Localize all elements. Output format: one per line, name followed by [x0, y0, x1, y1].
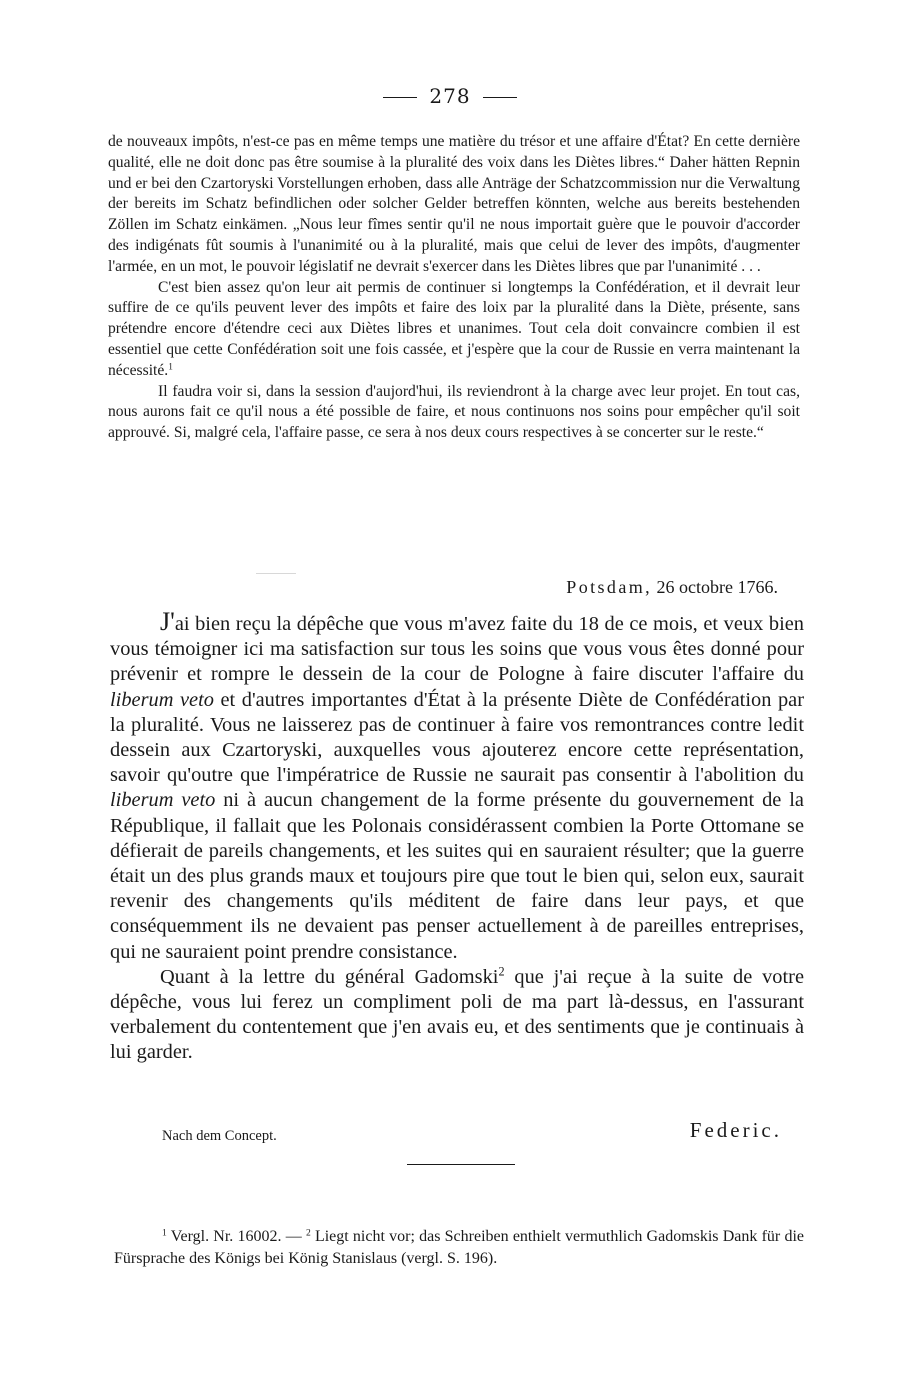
dateline-place: Potsdam,	[566, 577, 653, 597]
footnote-rule	[407, 1164, 515, 1165]
dateline	[566, 577, 778, 598]
footnote-2-text: Liegt nicht vor; das Schreiben enthielt vermuthlich Gadomskis Dank für die Fürsprache des Königs bei König Stanislaus (vergl. S. 196).	[114, 1228, 805, 1267]
letter-paragraph-1-part-c: ni à aucun changement de la forme présente du gouvernement de la République, il fallait que les Polonais considérassent combien la Porte Ottomane se défierait de pareils changements, et les suites qui en sauraient résulter; que la guerre était un des plus grands maux et toujours pire que tout le bien qui, selon eux, saurait revenir des changements qu'ils méditent de faire dans leur pays, et que conséquemment ils ne devaient pas penser actuellement à de pareilles entreprises, qui ne sauraient point prendre consistance.	[110, 789, 804, 963]
faint-separator	[256, 573, 296, 574]
latin-term-2: liberum veto	[110, 789, 216, 812]
quoted-paragraph-1: de nouveaux impôts, n'est-ce pas en même temps une matière du trésor et une affaire d'État? En cette dernière qualité, elle ne doit donc pas être soumise à la pluralité des voix dans les Diètes libres.“ Daher hätten Repnin und er bei den Czartoryski Vorstellungen erhoben, dass alle Anträge der Schatzcommission nur die Verwaltung der bereits im Schatz befindlichen oder solcher Gelder betreffen könnten, welche aus bereits bestehenden Zöllen im Schatz einkämen. „Nous leur fîmes sentir qu'il ne nous importait guère que le pouvoir d'accorder des indigénats fût soumis à l'unanimité ou à la pluralité, mais que celui de lever des impôts, d'augmenter l'armée, en un mot, le pouvoir législatif ne devrait s'exercer dans les Diètes libres que par l'unanimité . . .	[108, 133, 800, 275]
letter-paragraph-2	[110, 965, 804, 1066]
quoted-paragraph-2-text: C'est bien assez qu'on leur ait permis de continuer si longtemps la Confédération, et il devrait leur suffire de ce qu'ils peuvent lever des impôts et faire des loix par la pluralité dans la Diète, présente, sans prétendre encore d'étendre ceci aux Diètes libres et unanimes. Tout cela doit convaincre combien il est essentiel que cette Confédération soit une fois cassée, et j'espère que la cour de Russie en verra maintenant la nécessité.	[108, 278, 800, 379]
page-number: 278	[429, 84, 471, 108]
quoted-paragraph-3: Il faudra voir si, dans la session d'aujord'hui, ils reviendront à la charge avec leur projet. En tout cas, nous aurons fait ce qu'il nous a été possible de faire, et nous continuons nos soins pour empêcher qu'il soit approuvé. Si, malgré cela, l'affaire passe, ce sera à nos deux cours respectives à se concerter sur le reste.“	[108, 382, 800, 442]
letter-body	[110, 609, 804, 1066]
letter-paragraph-2-part-b: que j'ai reçue à la suite de votre dépêche, vous lui ferez un compliment poli de ma part là-dessus, en l'assurant verbalement du contentement que j'en avais eu, et des sentiments que je continuais à lui garder.	[110, 965, 804, 1064]
latin-term-1: liberum veto	[110, 688, 214, 711]
quoted-paragraph-2	[108, 278, 800, 382]
page-number-dash-right	[483, 97, 517, 98]
footnote-1-marker: 1	[162, 1227, 167, 1239]
quoted-report	[108, 132, 800, 444]
footnotes	[114, 1226, 804, 1270]
footnote-2-marker: 2	[305, 1227, 311, 1239]
letter-paragraph-1-part-a: J'ai bien reçu la dépêche que vous m'avez faite du 18 de ce mois, et veux bien vous témoigner ici ma satisfaction sur tous les soins que vous vous êtes donné pour prévenir et rompre le dessein de la cour de Pologne à faire discuter l'affaire du	[110, 607, 804, 686]
letter-paragraph-1	[110, 609, 804, 965]
page-number-line	[0, 84, 900, 108]
footnote-ref-1: 1	[168, 362, 173, 373]
signature: Federic.	[689, 1118, 782, 1142]
letter-paragraph-2-part-a: Quant à la lettre du général Gadomski	[160, 965, 499, 988]
dateline-date: 26 octobre 1766.	[656, 577, 778, 597]
page-number-dash-left	[383, 97, 417, 98]
footnote-ref-2: 2	[498, 964, 505, 979]
letter-paragraph-1-part-b: et d'autres importantes d'État à la présente Diète de Confédération par la pluralité. Vous ne laisserez pas de continuer à faire vos remontrances contre ledit dessein aux Czartoryski, auxquelles vous ajouterez encore cette représentation, savoir qu'outre que l'impératrice de Russie ne saurait pas consentir à l'abolition du	[110, 688, 804, 787]
source-note: Nach dem Concept.	[162, 1128, 277, 1144]
footnote-1-text: Vergl. Nr. 16002. —	[170, 1228, 302, 1245]
footnote-block	[114, 1226, 804, 1270]
